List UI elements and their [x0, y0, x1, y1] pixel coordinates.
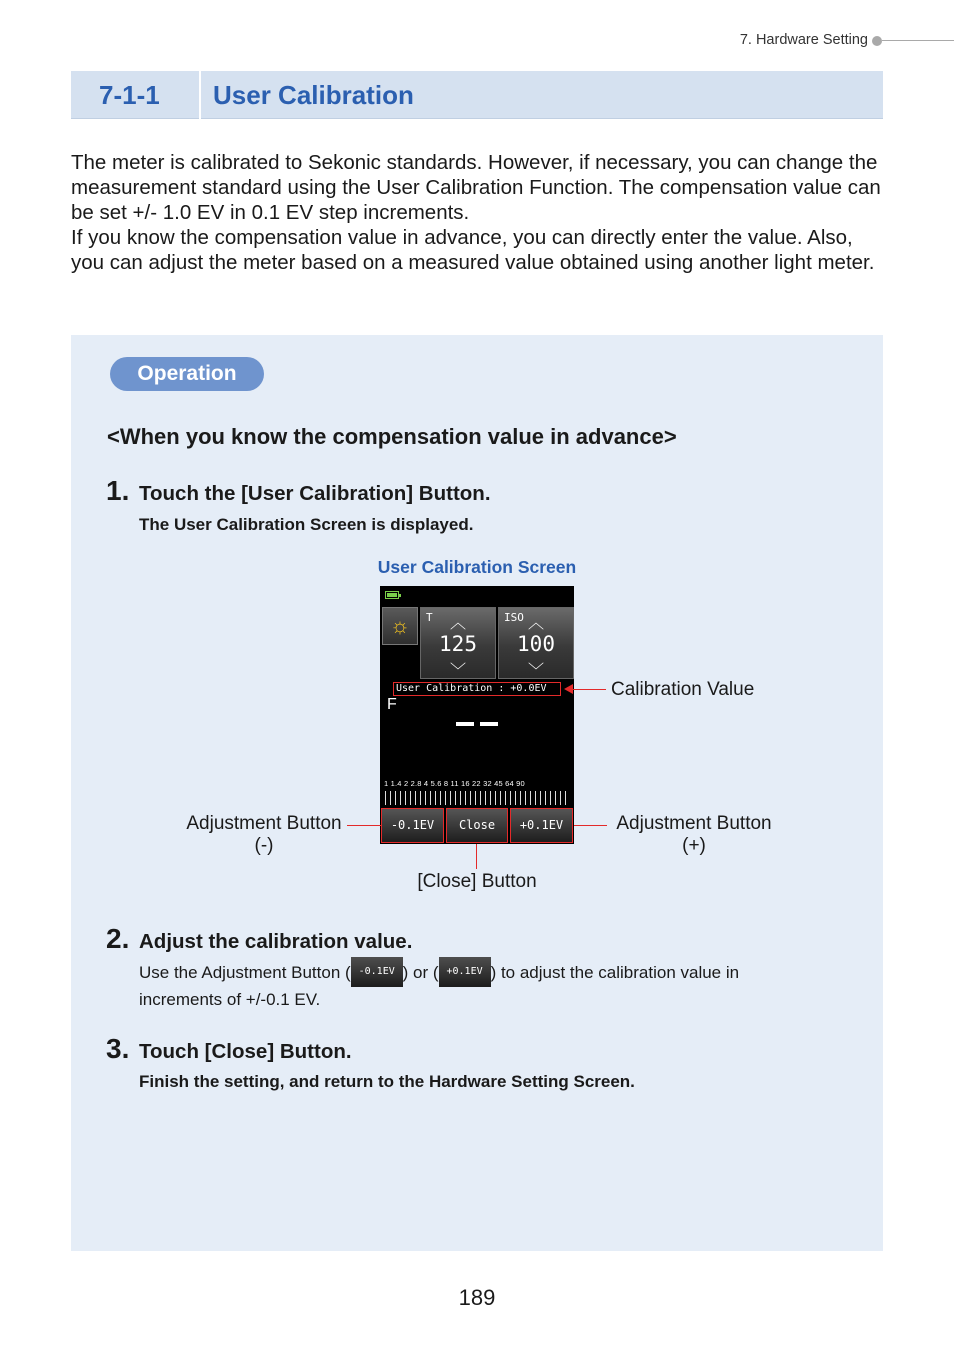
header-dot [872, 36, 882, 46]
step-1-number: 1. [106, 475, 130, 506]
section-number: 7-1-1 [99, 80, 160, 110]
step-3-desc: Finish the setting, and return to the Hardware Setting Screen. [139, 1072, 635, 1091]
callout-close-button: [Close] Button [417, 871, 537, 892]
step-2-desc-after: ) to adjust the calibration value in [490, 963, 740, 982]
section-title-bar [71, 71, 883, 119]
chevron-up-icon[interactable]: ︿ [449, 615, 466, 632]
callout-adjust-plus [610, 813, 778, 857]
device-screen [380, 586, 574, 844]
aperture-scale-ticks [385, 791, 569, 805]
running-header: 7. Hardware Setting [739, 32, 868, 48]
shutter-speed-box[interactable] [420, 607, 496, 679]
inline-plus-button: +0.1EV [439, 957, 491, 987]
iso-value: 100 [517, 632, 555, 656]
shutter-speed-value: 125 [439, 632, 477, 656]
callout-adjust-plus-line1: Adjustment Button [616, 813, 772, 834]
step-2-desc-line2: increments of +/-0.1 EV. [139, 989, 321, 1009]
aperture-scale-labels: 1 1.4 2 2.8 4 5.6 8 11 16 22 32 45 64 90 [384, 779, 525, 788]
chevron-down-icon[interactable]: ﹀ [527, 663, 544, 680]
chevron-down-icon[interactable]: ﹀ [449, 663, 466, 680]
callout-adjust-plus-line2: (+) [682, 835, 706, 856]
callout-adjust-minus-line1: Adjustment Button [186, 813, 342, 834]
callout-calibration-value: Calibration Value [611, 679, 755, 700]
step-2-title: Adjust the calibration value. [139, 930, 413, 953]
adjust-minus-button[interactable]: -0.1EV [381, 808, 444, 843]
close-button[interactable]: Close [446, 808, 508, 843]
adjust-plus-button[interactable]: +0.1EV [510, 808, 573, 843]
page-number: 189 [458, 1285, 496, 1310]
f-label: F [387, 696, 397, 713]
callout-line-calibration [572, 689, 606, 690]
intro-line: The meter is calibrated to Sekonic standards. However, if necessary, you can change the measurement standard using the User Calibration Function. The compensation value can be set +/- 1.0 EV in 0.1 EV step increments. [71, 151, 881, 224]
battery-icon [385, 591, 399, 599]
step-3-title: Touch [Close] Button. [139, 1040, 352, 1063]
callout-adjust-minus-line2: (-) [254, 835, 274, 856]
iso-label: ISO [504, 611, 524, 624]
intro-paragraph [71, 150, 883, 275]
iso-box[interactable] [498, 607, 574, 679]
sun-icon[interactable]: ☼ [382, 607, 418, 645]
operation-badge: Operation [110, 357, 264, 391]
title-divider [199, 71, 201, 119]
inline-minus-button: -0.1EV [351, 957, 403, 987]
calibration-value-display: User Calibration : +0.0EV [393, 682, 561, 696]
intro-line: If you know the compensation value in advance, you can directly enter the value. Also, you can adjust the meter based on a measured value obtained using another light meter. [71, 226, 875, 274]
header-rule [882, 40, 954, 41]
callout-adjust-minus [181, 813, 347, 857]
step-3-number: 3. [106, 1033, 130, 1064]
step-2-desc [139, 960, 839, 1012]
step-1-desc: The User Calibration Screen is displayed. [139, 515, 474, 534]
f-value-placeholder [456, 722, 498, 726]
callout-line-minus [347, 825, 381, 826]
callout-line-close [476, 844, 477, 869]
subheading: <When you know the compensation value in advance> [107, 424, 677, 449]
step-2-desc-mid: ) or ( [402, 963, 439, 982]
step-1-title: Touch the [User Calibration] Button. [139, 482, 491, 505]
figure-caption: User Calibration Screen [377, 557, 577, 577]
step-2-number: 2. [106, 923, 130, 954]
callout-line-plus [574, 825, 607, 826]
t-label: T [426, 611, 433, 624]
chevron-up-icon[interactable]: ︿ [527, 615, 544, 632]
step-2-desc-before: Use the Adjustment Button ( [139, 963, 351, 982]
section-title: User Calibration [213, 80, 414, 110]
